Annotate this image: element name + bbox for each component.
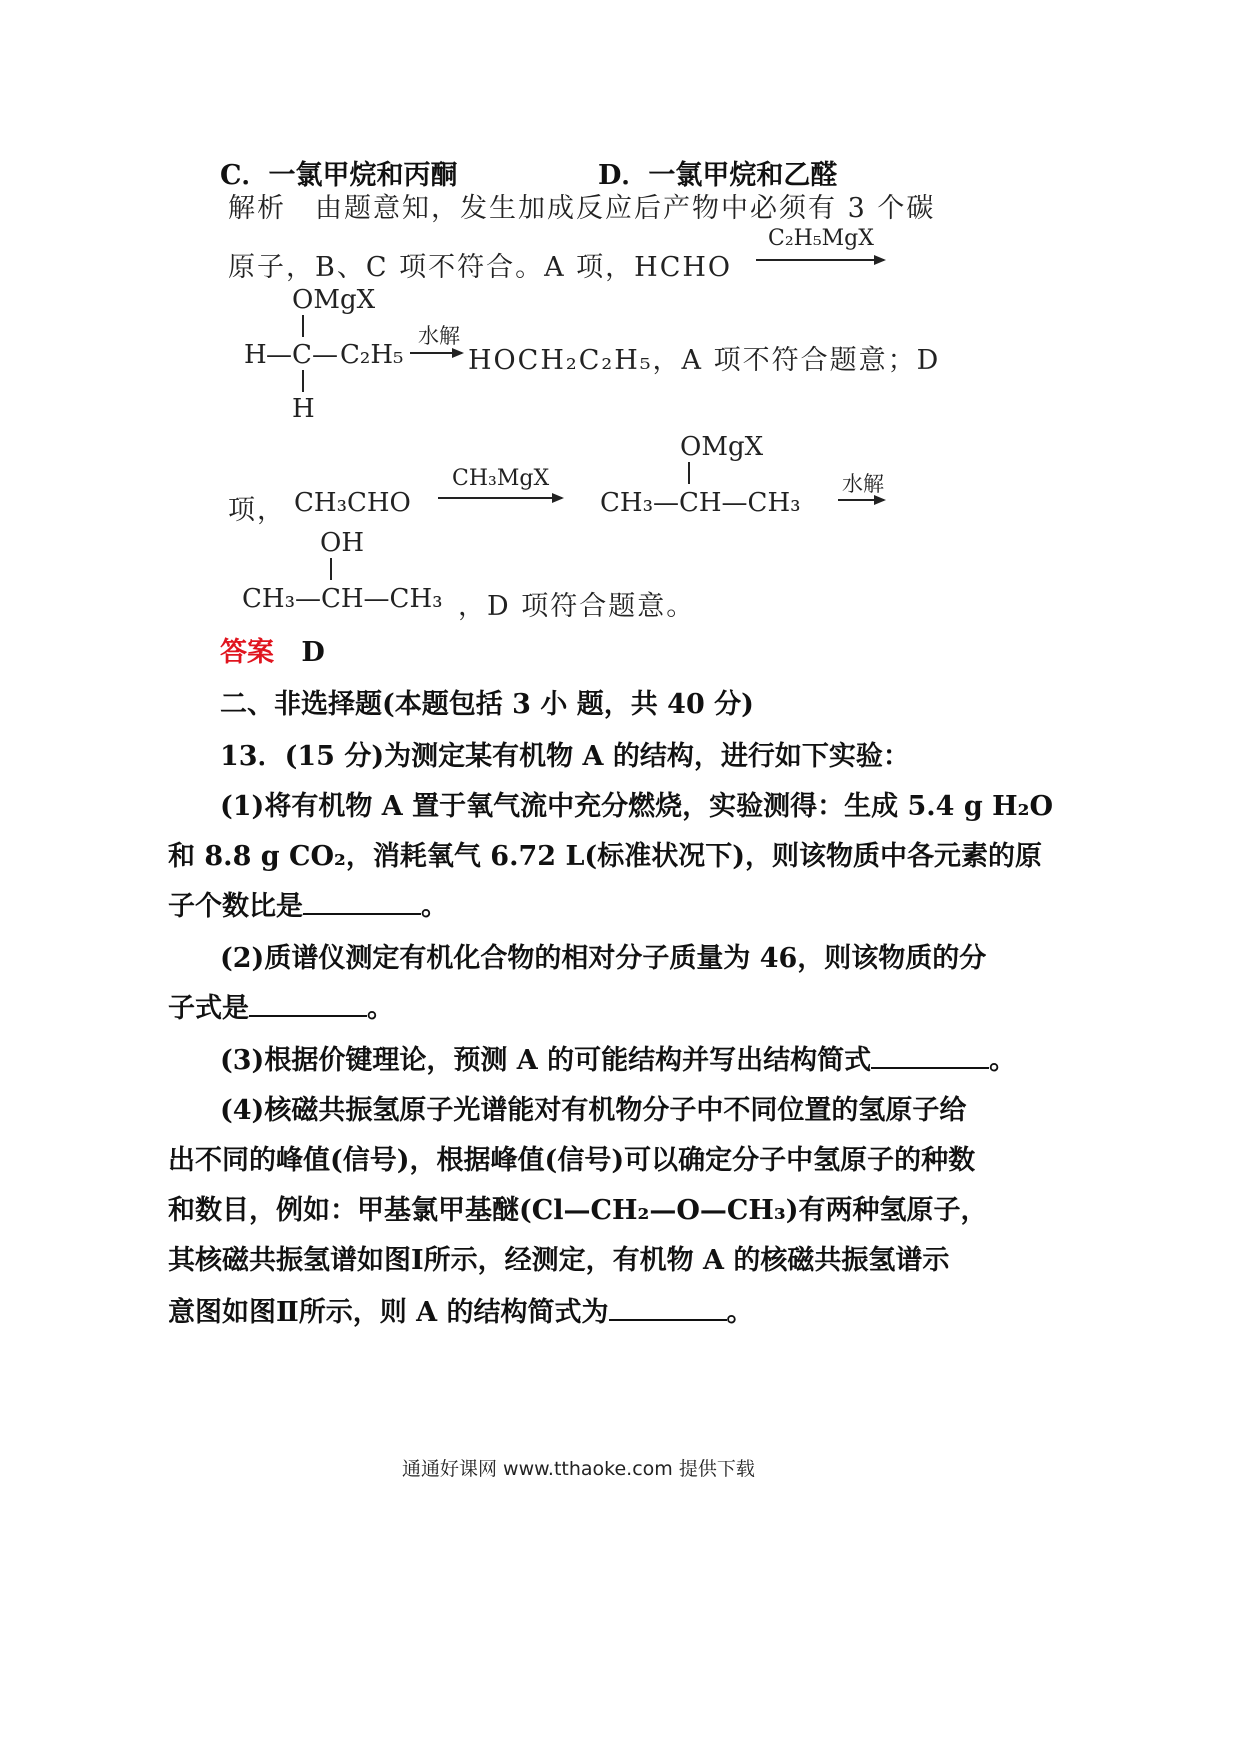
reagent-ch3mgx: CH₃MgX (452, 466, 550, 491)
answer-row (220, 630, 325, 669)
part-1-line-3 (168, 884, 448, 923)
part-3-prompt: (3)根据价键理论，预测 A 的可能结构并写出结构简式 (220, 1045, 872, 1076)
intermediate-d: CH₃—CH—CH₃ (600, 488, 801, 518)
part-1-line-2: 和 8.8 g CO₂，消耗氧气 6.72 L(标准状况下)，则该物质中各元素的原 (168, 841, 1042, 872)
reaction-arrow-d (438, 497, 562, 499)
solution-line-2: 原子，B、C 项不符合。A 项，HCHO (228, 252, 733, 283)
period-2: 。 (367, 993, 394, 1024)
hydrolysis-arrow-d (838, 499, 884, 501)
bond-c-c2h5: — (312, 340, 338, 370)
bond-vertical-top-a (302, 315, 304, 337)
period-3: 。 (989, 1045, 1017, 1076)
question-13-stem: 13．(15 分)为测定某有机物 A 的结构，进行如下实验： (220, 741, 910, 772)
bond-vertical-bottom-a (302, 370, 304, 392)
carbon-a: C (292, 340, 312, 370)
omgx-group-d: OMgX (680, 432, 764, 462)
acetaldehyde: CH₃CHO (294, 488, 411, 518)
bond-h-c: — (266, 340, 292, 370)
part-2-line-1: (2)质谱仪测定有机化合物的相对分子质量为 46，则该物质的分 (220, 943, 987, 974)
option-c: C．一氯甲烷和丙酮 (220, 160, 458, 191)
d-item-label: 项， (228, 495, 286, 526)
section-title: 二、非选择题(本题包括 3 小 题，共 40 分) (220, 689, 754, 720)
bond-vertical-oh (330, 558, 332, 580)
hydroxyl-group: OH (320, 528, 364, 558)
period-1: 。 (421, 891, 448, 922)
option-d: D．一氯甲烷和乙醛 (598, 160, 838, 191)
answer-blank-3[interactable] (871, 1047, 989, 1069)
reaction-arrow-a (756, 259, 884, 261)
part-4-line-5 (168, 1290, 754, 1329)
hydrolysis-label-a: 水解 (418, 324, 460, 348)
answer-value: D (301, 637, 325, 668)
part-1-line-1: (1)将有机物 A 置于氧气流中充分燃烧，实验测得：生成 5.4 g H₂O (220, 791, 1053, 822)
part-2-line-2 (168, 986, 394, 1025)
reagent-c2h5mgx: C₂H₅MgX (768, 226, 874, 251)
answer-blank-2[interactable] (249, 995, 367, 1017)
product-a-text: HOCH₂C₂H₅，A 项不符合题意；D (468, 345, 941, 376)
omgx-group-a: OMgX (292, 285, 376, 315)
part-4-prompt: 意图如图Ⅱ所示，则 A 的结构简式为 (168, 1297, 609, 1328)
part-2-prompt: 子式是 (168, 993, 249, 1024)
hydrogen-bottom: H (292, 394, 315, 424)
period-4: 。 (726, 1297, 754, 1328)
part-3-line-1 (220, 1038, 1016, 1077)
ethyl-group: C₂H₅ (340, 340, 404, 370)
conclusion-text: ，D 项符合题意。 (458, 591, 696, 622)
hydrolysis-arrow-a (410, 352, 462, 354)
part-4-line-1: (4)核磁共振氢原子光谱能对有机物分子中不同位置的氢原子给 (220, 1095, 967, 1126)
part-4-line-3: 和数目，例如：甲基氯甲基醚(Cl—CH₂—O—CH₃)有两种氢原子， (168, 1195, 988, 1226)
solution-line-1: 解析 由题意知，发生加成反应后产物中必须有 3 个碳 (228, 193, 936, 224)
hydrolysis-label-d: 水解 (842, 472, 884, 496)
answer-blank-4[interactable] (609, 1299, 727, 1321)
part-1-prompt: 子个数比是 (168, 891, 303, 922)
product-d: CH₃—CH—CH₃ (242, 584, 443, 614)
footer-source: 通通好课网 www.tthaoke.com 提供下载 (402, 1458, 755, 1480)
bond-vertical-d (688, 462, 690, 484)
answer-blank-1[interactable] (303, 893, 421, 915)
part-4-line-4: 其核磁共振氢谱如图Ⅰ所示，经测定，有机物 A 的核磁共振氢谱示 (168, 1245, 950, 1276)
part-4-line-2: 出不同的峰值(信号)，根据峰值(信号)可以确定分子中氢原子的种数 (168, 1145, 976, 1176)
hydrogen-left: H (244, 340, 267, 370)
answer-label: 答案 (220, 637, 274, 668)
